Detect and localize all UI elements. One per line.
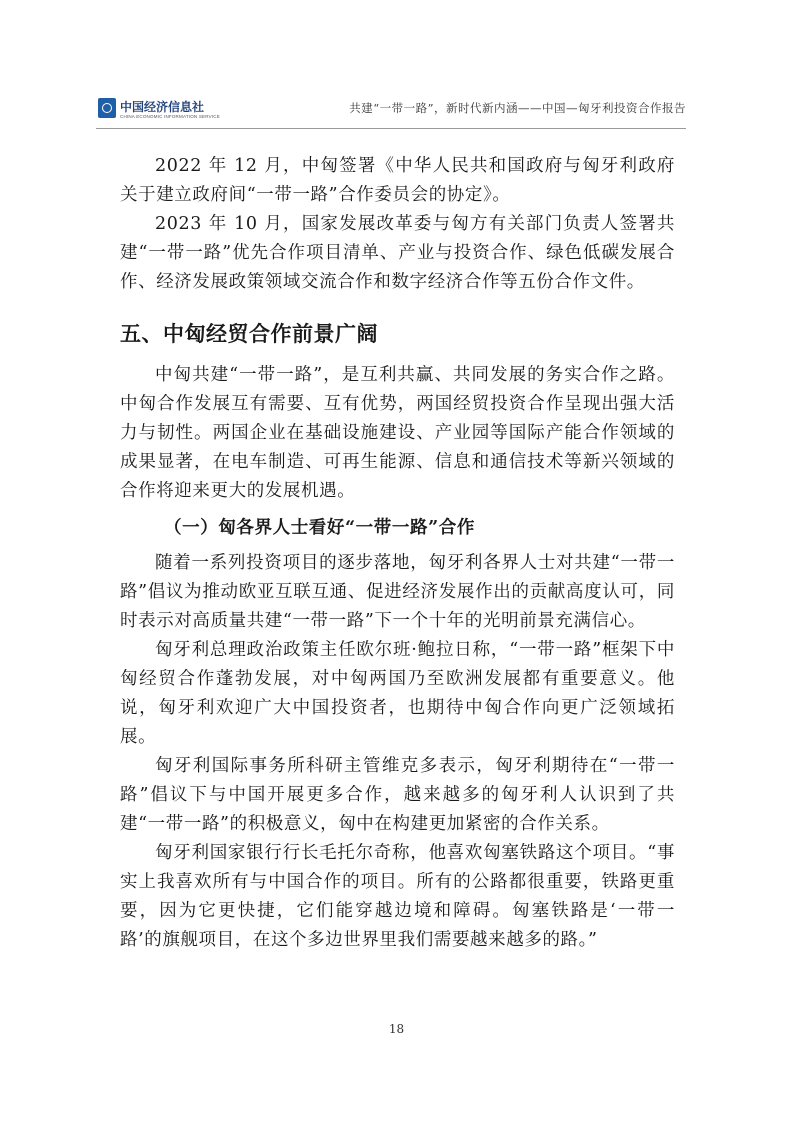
paragraph: 匈牙利国际事务所科研主管维克多表示，匈牙利期待在“一带一路”倡议下与中国开展更多合作，越来越多的匈牙利人认识到了共建“一带一路”的积极意义，匈中在构建更加紧密的合作关系。 (120, 756, 675, 834)
paragraph: 随着一系列投资项目的逐步落地，匈牙利各界人士对共建“一带一路”倡议为推动欧亚互联互通、促进经济发展作出的贡献高度认可，同时表示对高质量共建“一带一路”下一个十年的光明前景充满信心。 (120, 553, 675, 631)
paragraph: 2022 年 12 月，中匈签署《中华人民共和国政府与匈牙利政府关于建立政府间“一带一路”合作委员会的协定》。 (120, 156, 675, 205)
globe-logo-icon (98, 98, 116, 118)
paragraph: 匈牙利国家银行行长毛托尔奇称，他喜欢匈塞铁路这个项目。“事实上我喜欢所有与中国合作的项目。所有的公路都很重要，铁路更重要，因为它更快捷，它们能穿越边境和障碍。匈塞铁路是‘一带一路’的旗舰项目，在这个多边世界里我们需要越来越多的路。” (120, 843, 675, 950)
paragraph: 匈牙利总理政治政策主任欧尔班·鲍拉日称，“一带一路”框架下中匈经贸合作蓬勃发展，对中匈两国乃至欧洲发展都有重要意义。他说，匈牙利欢迎广大中国投资者，也期待中匈合作向更广泛领域拓展。 (120, 640, 675, 747)
page-body (120, 152, 675, 955)
publisher-logo-text: 中国经济信息社 (120, 100, 205, 114)
paragraph: 2023 年 10 月，国家发展改革委与匈方有关部门负责人签署共建“一带一路”优先合作项目清单、产业与投资合作、绿色低碳发展合作、经济发展政策领域交流合作和数字经济合作等五份合作文件。 (120, 214, 675, 292)
paragraph: 中匈共建“一带一路”，是互利共赢、共同发展的务实合作之路。中匈合作发展互有需要、互有优势，两国经贸投资合作呈现出强大活力与韧性。两国企业在基础设施建设、产业园等国际产能合作领域的成果显著，在电车制造、可再生能源、信息和通信技术等新兴领域的合作将迎来更大的发展机遇。 (120, 365, 675, 501)
page-header (96, 90, 686, 130)
section-heading: 五、中匈经贸合作前景广阔 (120, 322, 378, 346)
subsection-heading: （一）匈各界人士看好“一带一路”合作 (164, 518, 475, 538)
header-divider (96, 128, 686, 129)
report-title: 共建“一带一路”，新时代新内涵——中国—匈牙利投资合作报告 (349, 101, 686, 115)
page-number: 18 (388, 1022, 405, 1036)
publisher-logo-subtext: CHINA ECONOMIC INFORMATION SERVICE (120, 114, 220, 119)
